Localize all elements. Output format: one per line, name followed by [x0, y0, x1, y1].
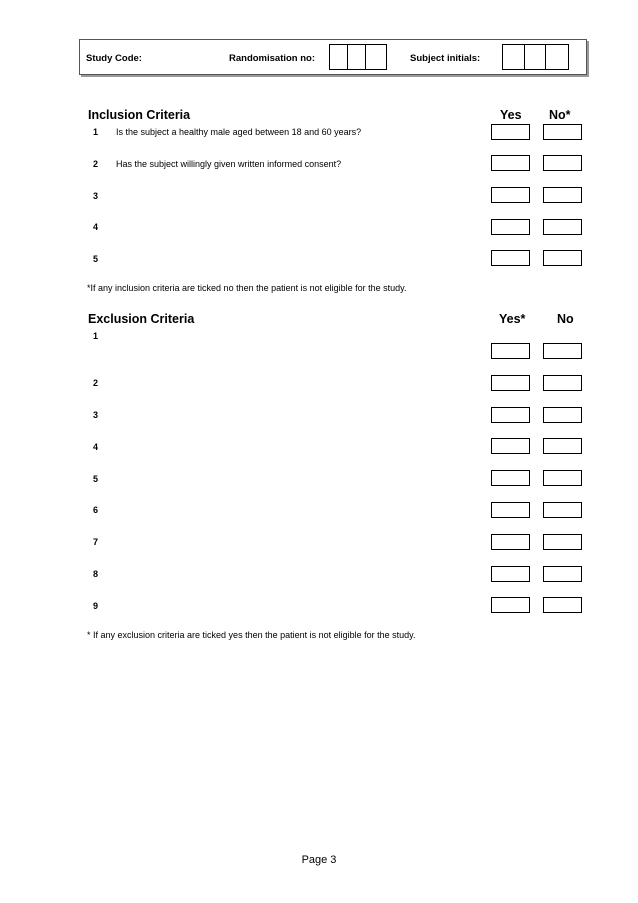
study-code-label: Study Code: — [86, 53, 142, 64]
inclusion-yes-header: Yes — [500, 108, 522, 122]
row-number: 8 — [93, 569, 99, 579]
yes-checkbox[interactable] — [491, 470, 530, 486]
yes-checkbox[interactable] — [491, 566, 530, 582]
yes-checkbox[interactable] — [491, 155, 530, 171]
yes-checkbox[interactable] — [491, 502, 530, 518]
yes-checkbox[interactable] — [491, 250, 530, 266]
row-number: 1 — [93, 127, 99, 137]
inclusion-criteria-title: Inclusion Criteria — [88, 108, 191, 122]
no-checkbox[interactable] — [543, 250, 582, 266]
initial-letter-box[interactable] — [546, 45, 568, 69]
row-number: 9 — [93, 601, 99, 611]
no-checkbox[interactable] — [543, 124, 582, 140]
randomisation-label: Randomisation no: — [229, 53, 316, 64]
yes-checkbox[interactable] — [491, 534, 530, 550]
row-number: 2 — [93, 378, 99, 388]
row-number: 3 — [93, 410, 99, 420]
randomisation-digit-box[interactable] — [348, 45, 366, 69]
exclusion-footnote: * If any exclusion criteria are ticked yes then the patient is not eligible for the study. — [87, 630, 416, 640]
no-checkbox[interactable] — [543, 219, 582, 235]
yes-checkbox[interactable] — [491, 438, 530, 454]
no-checkbox[interactable] — [543, 343, 582, 359]
no-checkbox[interactable] — [543, 470, 582, 486]
no-checkbox[interactable] — [543, 187, 582, 203]
row-number: 1 — [93, 331, 99, 341]
initial-letter-box[interactable] — [525, 45, 547, 69]
row-number: 5 — [93, 254, 99, 264]
yes-checkbox[interactable] — [491, 597, 530, 613]
study-header — [79, 39, 587, 75]
inclusion-no-header: No* — [549, 108, 571, 122]
yes-checkbox[interactable] — [491, 343, 530, 359]
randomisation-digit-box[interactable] — [366, 45, 384, 69]
no-checkbox[interactable] — [543, 155, 582, 171]
subject-initials-boxes[interactable] — [502, 44, 569, 70]
row-number: 5 — [93, 474, 99, 484]
yes-checkbox[interactable] — [491, 375, 530, 391]
no-checkbox[interactable] — [543, 502, 582, 518]
yes-checkbox[interactable] — [491, 187, 530, 203]
no-checkbox[interactable] — [543, 438, 582, 454]
criterion-text: Has the subject willingly given written informed consent? — [116, 159, 342, 169]
no-checkbox[interactable] — [543, 534, 582, 550]
exclusion-yes-header: Yes* — [499, 312, 526, 326]
no-checkbox[interactable] — [543, 566, 582, 582]
no-checkbox[interactable] — [543, 407, 582, 423]
yes-checkbox[interactable] — [491, 219, 530, 235]
row-number: 4 — [93, 442, 99, 452]
exclusion-criteria-title: Exclusion Criteria — [88, 312, 195, 326]
subject-initials-label: Subject initials: — [410, 53, 481, 64]
inclusion-footnote: *If any inclusion criteria are ticked no then the patient is not eligible for the study. — [87, 283, 407, 293]
exclusion-no-header: No — [557, 312, 574, 326]
row-number: 7 — [93, 537, 99, 547]
row-number: 4 — [93, 222, 99, 232]
initial-letter-box[interactable] — [503, 45, 525, 69]
row-number: 3 — [93, 191, 99, 201]
page-number: Page 3 — [301, 854, 337, 866]
criterion-text: Is the subject a healthy male aged between 18 and 60 years? — [116, 127, 362, 137]
randomisation-digit-box[interactable] — [330, 45, 348, 69]
row-number: 6 — [93, 505, 99, 515]
no-checkbox[interactable] — [543, 375, 582, 391]
yes-checkbox[interactable] — [491, 124, 530, 140]
randomisation-number-boxes[interactable] — [329, 44, 387, 70]
yes-checkbox[interactable] — [491, 407, 530, 423]
no-checkbox[interactable] — [543, 597, 582, 613]
row-number: 2 — [93, 159, 99, 169]
